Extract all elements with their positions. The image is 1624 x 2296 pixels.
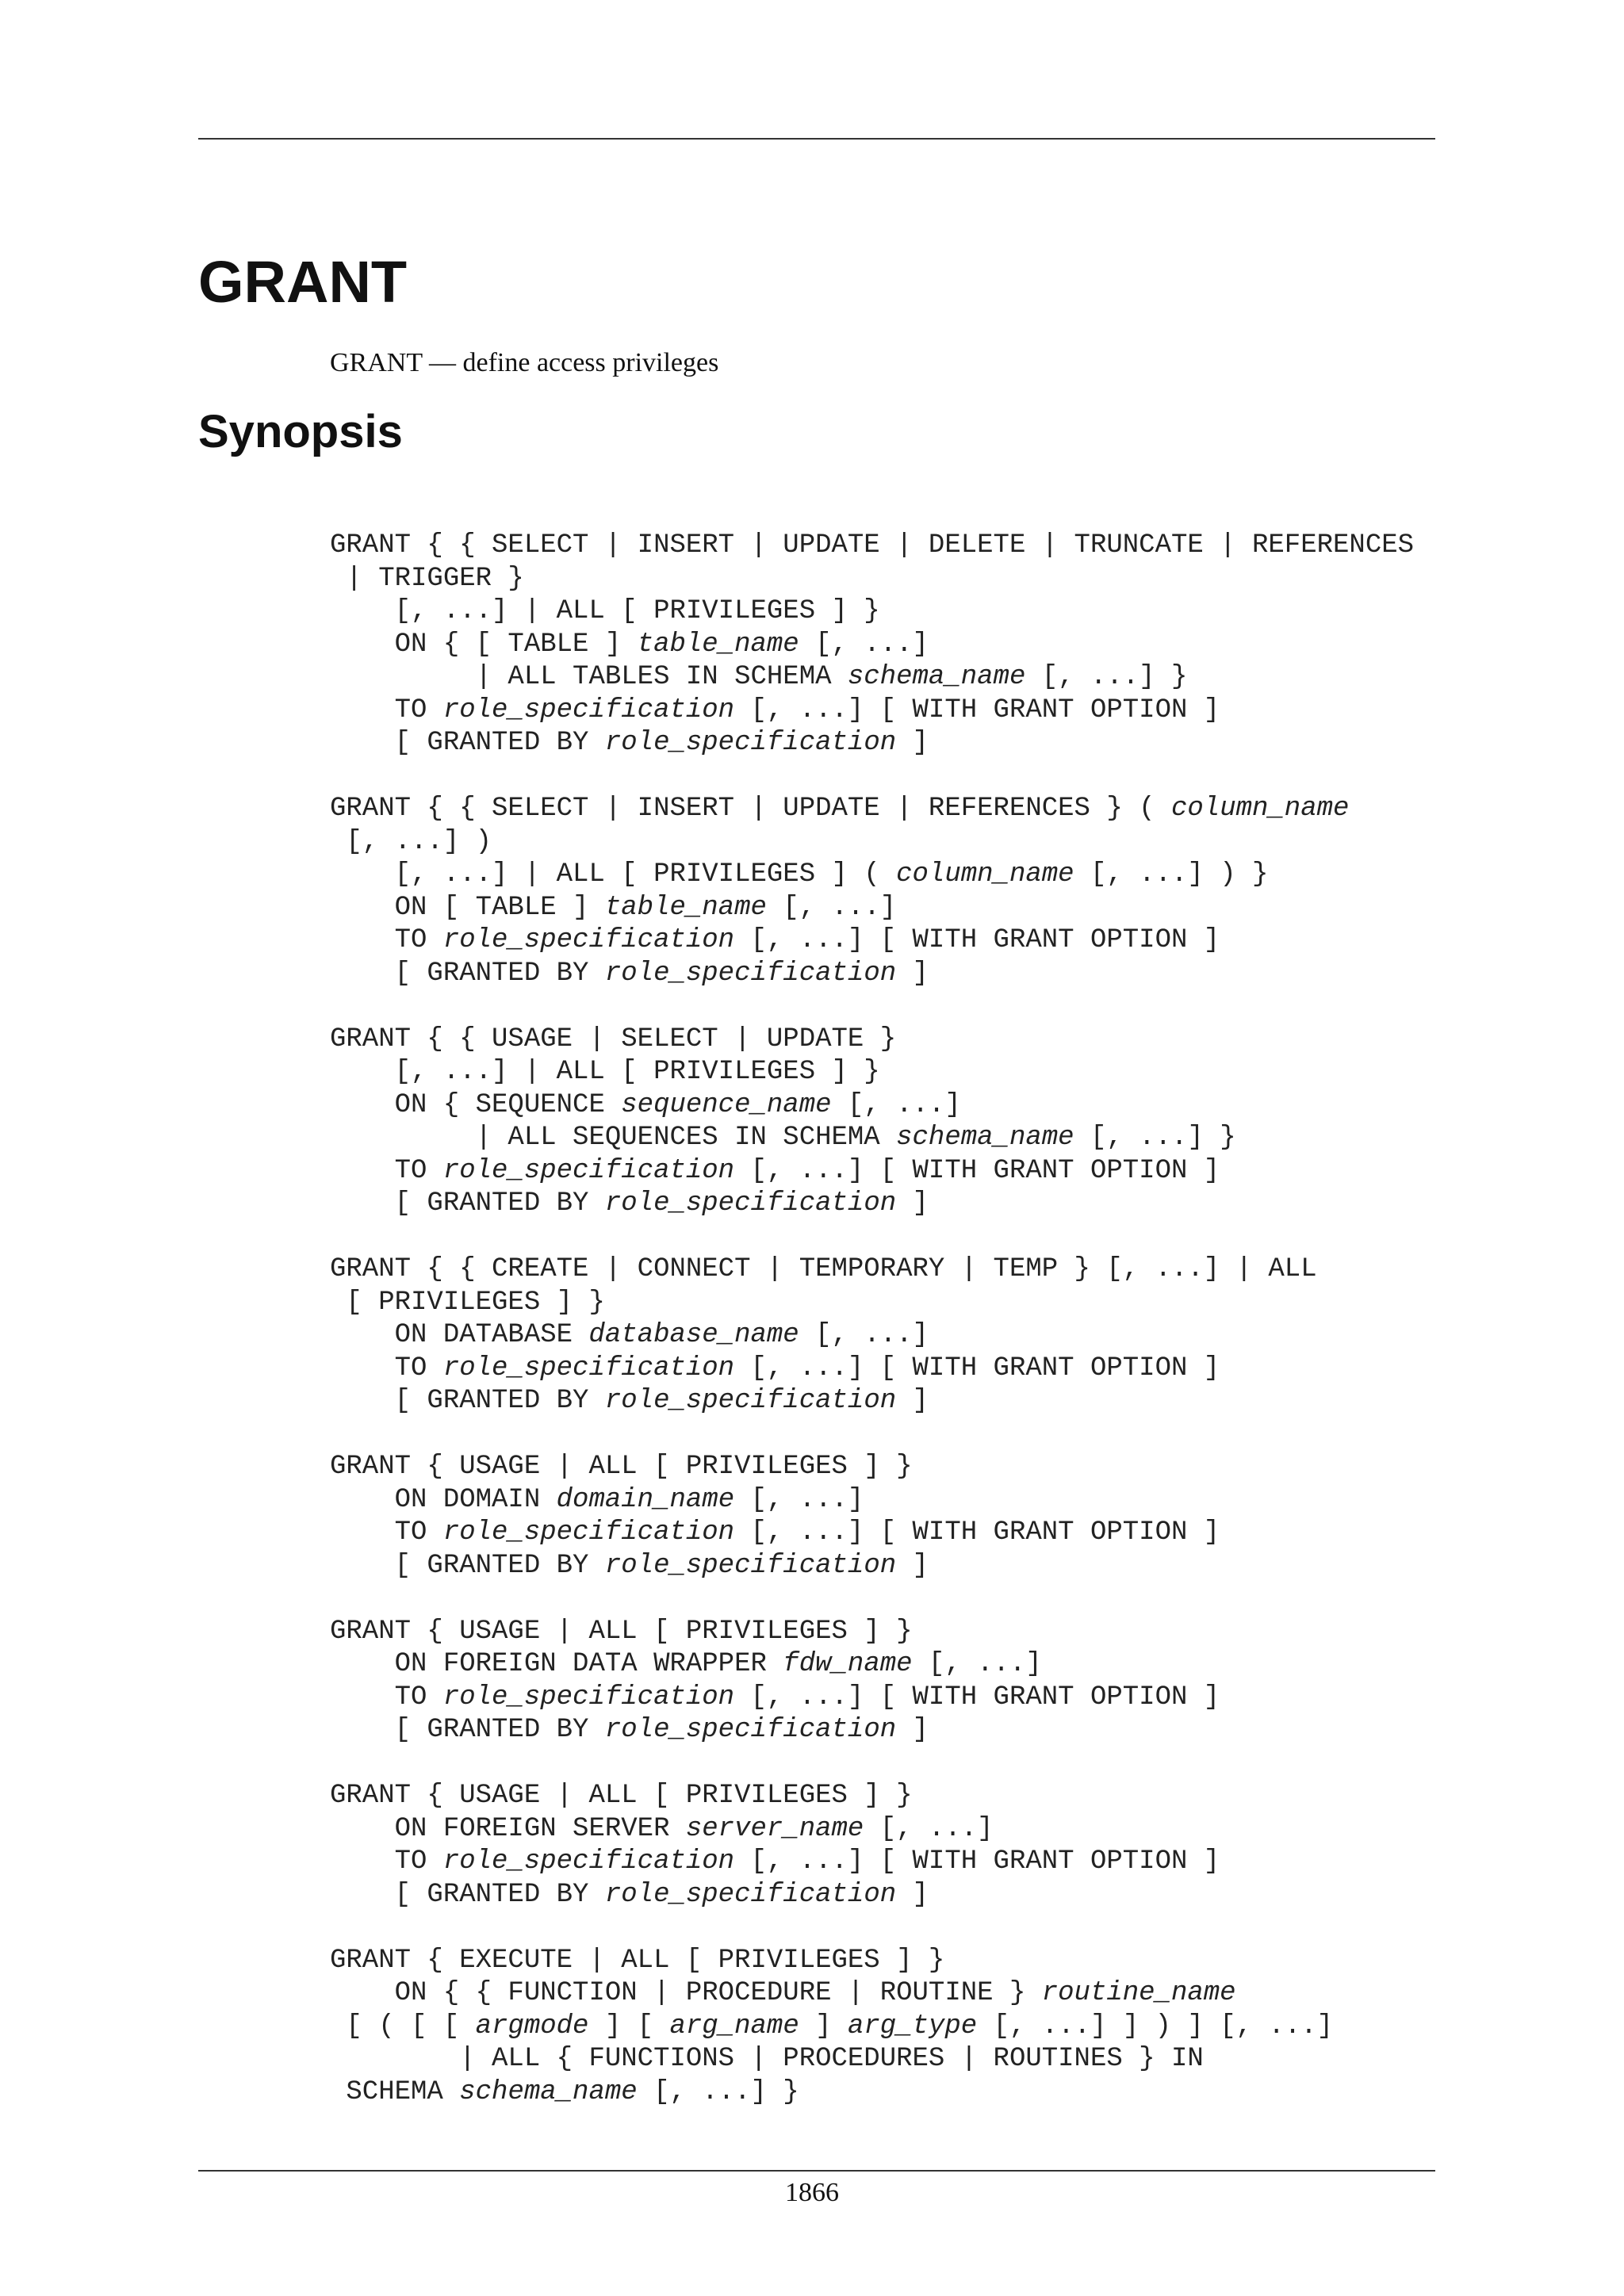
synopsis-text: [, ...] <box>912 1649 1042 1679</box>
synopsis-placeholder: server_name <box>685 1813 864 1844</box>
synopsis-code-block <box>330 530 1414 2109</box>
synopsis-text: [ GRANTED BY <box>330 1879 605 1910</box>
synopsis-line <box>330 2077 799 2107</box>
synopsis-placeholder: role_specification <box>604 728 897 758</box>
synopsis-text: [, ...] <box>831 1089 961 1120</box>
synopsis-text: GRANT { { CREATE | CONNECT | TEMPORARY | TEMP } [, ...] | ALL <box>330 1254 1317 1284</box>
synopsis-placeholder: arg_name <box>669 2011 799 2042</box>
synopsis-text: [, ...] <box>766 892 897 923</box>
synopsis-text: [, ...] [ WITH GRANT OPTION ] <box>734 1517 1220 1548</box>
synopsis-line <box>330 530 1414 561</box>
synopsis-text: GRANT { USAGE | ALL [ PRIVILEGES ] } <box>330 1616 913 1647</box>
synopsis-placeholder: role_specification <box>442 695 735 725</box>
synopsis-placeholder: role_specification <box>604 1715 897 1745</box>
synopsis-text: [, ...] } <box>637 2076 799 2107</box>
synopsis-text: ] <box>896 958 929 989</box>
header-rule <box>198 138 1435 140</box>
synopsis-line <box>330 1978 1236 2008</box>
synopsis-placeholder: schema_name <box>459 2076 638 2107</box>
synopsis-placeholder: schema_name <box>847 662 1026 692</box>
synopsis-text: [ GRANTED BY <box>330 1188 605 1219</box>
page-title: GRANT <box>198 249 408 315</box>
synopsis-text: ] <box>896 1550 929 1581</box>
synopsis-text: ] [ <box>588 2011 670 2042</box>
synopsis-text: ] <box>896 728 929 758</box>
synopsis-placeholder: role_specification <box>442 1846 735 1877</box>
synopsis-placeholder: sequence_name <box>621 1089 832 1120</box>
synopsis-text: GRANT { { SELECT | INSERT | UPDATE | REFERENCES } ( <box>330 794 1171 824</box>
synopsis-line <box>330 1156 1220 1186</box>
synopsis-text: [, ...] [ WITH GRANT OPTION ] <box>734 925 1220 955</box>
synopsis-text: TO <box>330 1682 443 1712</box>
synopsis-line <box>330 1781 913 1811</box>
synopsis-placeholder: table_name <box>637 629 799 660</box>
synopsis-line <box>330 1880 929 1910</box>
synopsis-text: [, ...] <box>799 629 929 660</box>
synopsis-line <box>330 893 896 923</box>
synopsis-line <box>330 629 929 660</box>
synopsis-placeholder: database_name <box>588 1320 799 1350</box>
synopsis-text: TO <box>330 1155 443 1186</box>
synopsis-placeholder: role_specification <box>442 925 735 955</box>
synopsis-text: SCHEMA <box>330 2076 460 2107</box>
synopsis-text: ] <box>896 1715 929 1745</box>
synopsis-text: ON [ TABLE ] <box>330 892 605 923</box>
synopsis-heading: Synopsis <box>198 406 403 457</box>
synopsis-text: ON { SEQUENCE <box>330 1089 622 1120</box>
synopsis-text: ] <box>896 1386 929 1416</box>
synopsis-text: ON DATABASE <box>330 1320 589 1350</box>
synopsis-text: TO <box>330 1517 443 1548</box>
refpurpose-text: GRANT — define access privileges <box>330 348 719 377</box>
synopsis-text: TO <box>330 695 443 725</box>
synopsis-placeholder: role_specification <box>604 1550 897 1581</box>
synopsis-text: [, ...] | ALL [ PRIVILEGES ] } <box>330 1057 880 1087</box>
synopsis-placeholder: column_name <box>1170 794 1350 824</box>
synopsis-placeholder: role_specification <box>442 1682 735 1712</box>
synopsis-line <box>330 1551 929 1581</box>
synopsis-text: [ GRANTED BY <box>330 1386 605 1416</box>
synopsis-text: [, ...] [ WITH GRANT OPTION ] <box>734 695 1220 725</box>
synopsis-text: [, ...] ] ) ] [, ...] <box>977 2011 1334 2042</box>
synopsis-text: ] <box>799 2011 848 2042</box>
synopsis-line <box>330 1057 880 1087</box>
synopsis-text: TO <box>330 1846 443 1877</box>
synopsis-line <box>330 1682 1220 1712</box>
synopsis-text: [, ...] } <box>1074 1123 1236 1153</box>
synopsis-line <box>330 1024 896 1054</box>
synopsis-line <box>330 1386 929 1416</box>
synopsis-line <box>330 2044 1204 2074</box>
synopsis-line <box>330 1123 1236 1153</box>
synopsis-line <box>330 596 880 626</box>
synopsis-text: [, ...] [ WITH GRANT OPTION ] <box>734 1682 1220 1712</box>
synopsis-line <box>330 1320 929 1350</box>
synopsis-text: ON { [ TABLE ] <box>330 629 638 660</box>
synopsis-line <box>330 695 1220 725</box>
page-number: 1866 <box>785 2178 839 2207</box>
synopsis-text: [, ...] <box>799 1320 929 1350</box>
synopsis-text: | ALL SEQUENCES IN SCHEMA <box>330 1123 897 1153</box>
synopsis-text: [ GRANTED BY <box>330 958 605 989</box>
synopsis-line <box>330 1090 961 1120</box>
synopsis-text: GRANT { USAGE | ALL [ PRIVILEGES ] } <box>330 1452 913 1482</box>
synopsis-text: ON DOMAIN <box>330 1484 557 1515</box>
synopsis-text: [ PRIVILEGES ] } <box>330 1287 605 1318</box>
synopsis-text: ON FOREIGN DATA WRAPPER <box>330 1649 783 1679</box>
synopsis-text: [, ...] | ALL [ PRIVILEGES ] ( <box>330 859 897 890</box>
synopsis-line <box>330 1188 929 1219</box>
synopsis-text: TO <box>330 1353 443 1383</box>
synopsis-text: [, ...] [ WITH GRANT OPTION ] <box>734 1846 1220 1877</box>
synopsis-line <box>330 564 524 594</box>
synopsis-line <box>330 1617 913 1647</box>
synopsis-line <box>330 925 1220 955</box>
synopsis-line <box>330 1353 1220 1383</box>
synopsis-placeholder: arg_type <box>847 2011 978 2042</box>
synopsis-text: | TRIGGER } <box>330 563 524 594</box>
synopsis-placeholder: role_specification <box>442 1155 735 1186</box>
synopsis-line <box>330 827 492 857</box>
synopsis-text: | ALL TABLES IN SCHEMA <box>330 662 848 692</box>
synopsis-placeholder: routine_name <box>1041 1978 1236 2008</box>
synopsis-text: [, ...] [ WITH GRANT OPTION ] <box>734 1155 1220 1186</box>
synopsis-text: ON FOREIGN SERVER <box>330 1813 686 1844</box>
synopsis-line <box>330 2011 1333 2042</box>
synopsis-text: [ ( [ [ <box>330 2011 476 2042</box>
synopsis-line <box>330 959 929 989</box>
synopsis-placeholder: role_specification <box>442 1353 735 1383</box>
synopsis-placeholder: schema_name <box>896 1123 1074 1153</box>
synopsis-line <box>330 1254 1317 1284</box>
synopsis-line <box>330 794 1349 824</box>
synopsis-line <box>330 1452 913 1482</box>
synopsis-placeholder: column_name <box>896 859 1074 890</box>
synopsis-text: [, ...] <box>864 1813 994 1844</box>
synopsis-text: TO <box>330 925 443 955</box>
synopsis-line <box>330 859 1268 890</box>
synopsis-text: | ALL { FUNCTIONS | PROCEDURES | ROUTINES } IN <box>330 2044 1204 2074</box>
synopsis-line <box>330 1288 605 1318</box>
synopsis-line <box>330 662 1187 692</box>
synopsis-line <box>330 1814 994 1844</box>
synopsis-placeholder: fdw_name <box>783 1649 913 1679</box>
footer-rule <box>198 2170 1435 2172</box>
synopsis-line <box>330 728 929 758</box>
synopsis-line <box>330 1649 1042 1679</box>
synopsis-text: [, ...] ) <box>330 826 492 857</box>
synopsis-text: ] <box>896 1188 929 1219</box>
synopsis-line <box>330 1946 944 1976</box>
synopsis-text: [ GRANTED BY <box>330 728 605 758</box>
synopsis-text: ON { { FUNCTION | PROCEDURE | ROUTINE } <box>330 1978 1042 2008</box>
synopsis-text: [, ...] ) } <box>1074 859 1269 890</box>
synopsis-text: [, ...] | ALL [ PRIVILEGES ] } <box>330 596 880 626</box>
synopsis-text: [ GRANTED BY <box>330 1715 605 1745</box>
synopsis-text: GRANT { { SELECT | INSERT | UPDATE | DELETE | TRUNCATE | REFERENCES <box>330 530 1415 561</box>
synopsis-text: GRANT { USAGE | ALL [ PRIVILEGES ] } <box>330 1781 913 1811</box>
synopsis-line <box>330 1517 1220 1548</box>
synopsis-text: GRANT { { USAGE | SELECT | UPDATE } <box>330 1024 897 1054</box>
synopsis-placeholder: argmode <box>475 2011 589 2042</box>
synopsis-text: GRANT { EXECUTE | ALL [ PRIVILEGES ] } <box>330 1945 945 1976</box>
synopsis-placeholder: role_specification <box>604 1188 897 1219</box>
synopsis-line <box>330 1715 929 1745</box>
synopsis-placeholder: role_specification <box>604 1879 897 1910</box>
synopsis-placeholder: domain_name <box>556 1484 735 1515</box>
synopsis-line <box>330 1846 1220 1877</box>
synopsis-text: [ GRANTED BY <box>330 1550 605 1581</box>
synopsis-placeholder: table_name <box>604 892 767 923</box>
synopsis-placeholder: role_specification <box>604 958 897 989</box>
synopsis-placeholder: role_specification <box>604 1386 897 1416</box>
synopsis-text: [, ...] } <box>1025 662 1188 692</box>
synopsis-text: ] <box>896 1879 929 1910</box>
synopsis-placeholder: role_specification <box>442 1517 735 1548</box>
synopsis-line <box>330 1485 864 1515</box>
synopsis-text: [, ...] [ WITH GRANT OPTION ] <box>734 1353 1220 1383</box>
synopsis-text: [, ...] <box>734 1484 864 1515</box>
